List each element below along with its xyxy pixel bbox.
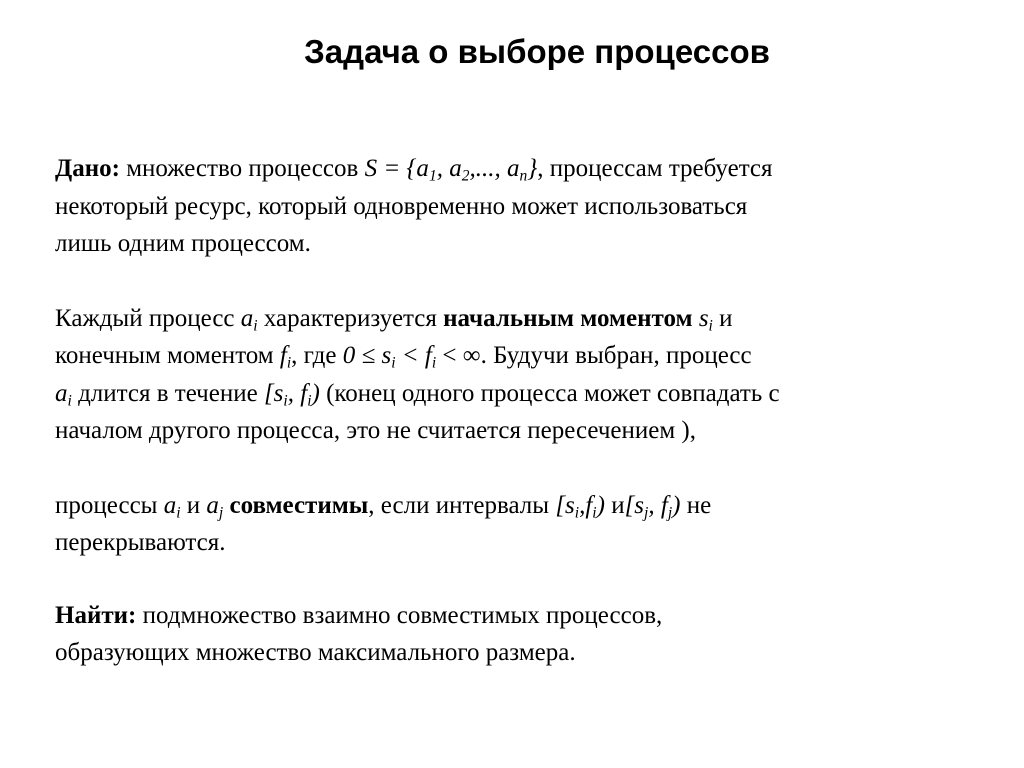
compatibility-paragraph (55, 487, 995, 562)
find-line-2: образующих множество максимального размера. (55, 639, 576, 666)
compat-line-2: перекрываются. (55, 529, 226, 556)
definition-line-2: конечным моментом $f_i$, где $0 \le s_i < f_i$ < ∞. Будучи выбран, процесс (55, 342, 752, 372)
interval-formula: [$s_i$, $f_i$) (263, 379, 320, 410)
definition-line-4: началом другого процесса, это не считается пересечением ), (55, 417, 696, 444)
given-line-2: некоторый ресурс, который одновременно может использоваться (55, 192, 748, 220)
interval-i-formula: $[s_i,f_i)$ (555, 491, 605, 522)
slide-title: Задача о выборе процессов (304, 33, 770, 70)
start-moment-term: начальным моментом (443, 304, 693, 332)
given-paragraph (55, 150, 995, 263)
given-line-1 (55, 150, 995, 188)
compatible-term: совместимы (229, 491, 369, 519)
inequality-formula: $0 \le s_i < f_i$ (342, 342, 437, 372)
given-line-3: лишь одним процессом. (55, 230, 311, 257)
interval-j-formula: [$s_j$, $f_j$) (624, 491, 681, 522)
slide-body (55, 150, 995, 672)
find-label: Найти: (55, 601, 137, 629)
find-paragraph (55, 597, 995, 672)
find-line-1: Найти: подмножество взаимно совместимых процессов, (55, 601, 663, 629)
given-text-2: , процессам требуется (537, 155, 773, 182)
process-set-formula: $S = \{a_1$, $a_2$,..., $a_n$} (364, 155, 538, 185)
definition-line-1: Каждый процесс $a_i$ характеризуется начальным моментом $s_i$ и (55, 304, 733, 335)
compat-line-1: процессы $a_i$ и $a_j$ совместимы, если интервалы $[s_i,f_i)$ $и[s_j$, $f_j$) не (55, 491, 712, 522)
definition-line-3: $a_i$ длится в течение [$s_i$, $f_i$) (конец одного процесса может совпадать с (55, 379, 780, 410)
given-text: множество процессов (126, 155, 359, 182)
process-definition-paragraph (55, 300, 995, 450)
given-label: Дано: (55, 155, 120, 182)
